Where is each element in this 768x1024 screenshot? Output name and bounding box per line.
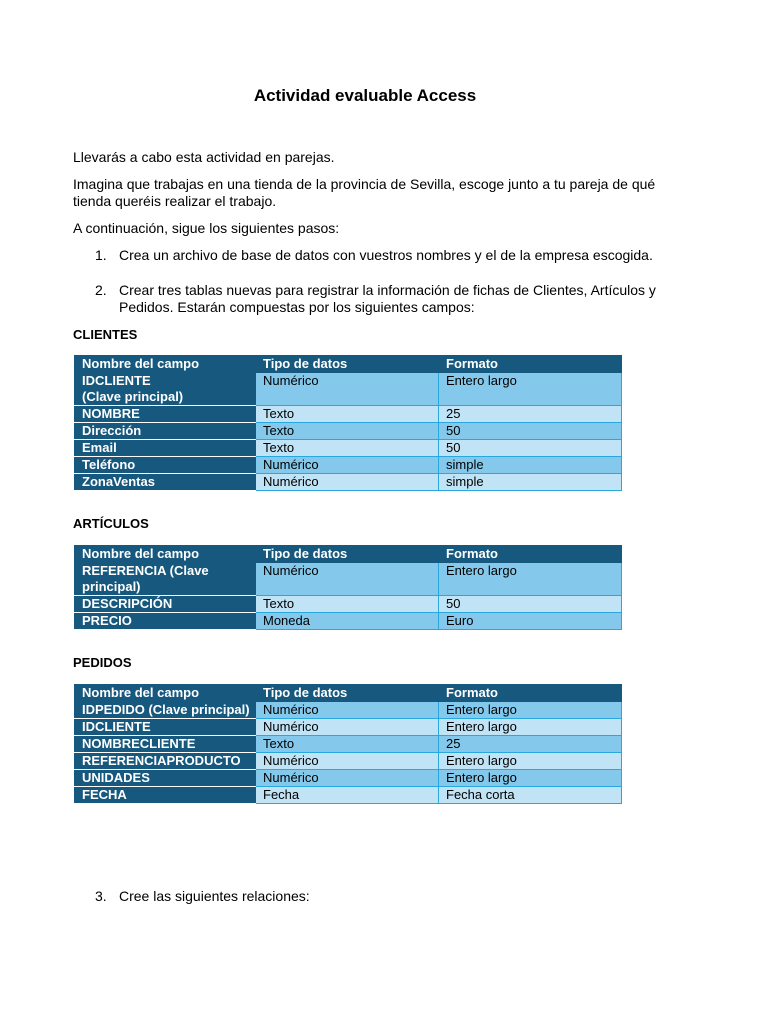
data-type-cell: Numérico xyxy=(256,770,439,787)
column-header: Formato xyxy=(439,685,622,702)
data-type-cell: Texto xyxy=(256,406,439,423)
data-type-cell: Texto xyxy=(256,440,439,457)
format-cell: 25 xyxy=(439,736,622,753)
format-cell: Entero largo xyxy=(439,563,622,596)
data-type-cell: Numérico xyxy=(256,373,439,406)
step-number: 2. xyxy=(95,282,107,298)
field-name-cell: NOMBRECLIENTE xyxy=(75,736,256,753)
table-row xyxy=(75,474,622,491)
page-title: Actividad evaluable Access xyxy=(253,86,477,105)
table-row xyxy=(75,596,622,613)
field-name-cell: REFERENCIA (Clave principal) xyxy=(75,563,256,596)
section-title-clientes: CLIENTES xyxy=(73,327,138,342)
table-row xyxy=(75,440,622,457)
data-type-cell: Numérico xyxy=(256,563,439,596)
field-name-cell: IDCLIENTE (Clave principal) xyxy=(75,373,256,406)
step-item xyxy=(95,247,665,264)
table-row xyxy=(75,702,622,719)
field-name-cell: DESCRIPCIÓN xyxy=(75,596,256,613)
column-header: Nombre del campo xyxy=(75,546,256,563)
format-cell: 50 xyxy=(439,596,622,613)
format-cell: Entero largo xyxy=(439,702,622,719)
format-cell: Fecha corta xyxy=(439,787,622,804)
table-row xyxy=(75,613,622,630)
data-type-cell: Numérico xyxy=(256,457,439,474)
format-cell: Entero largo xyxy=(439,770,622,787)
field-name-cell: Email xyxy=(75,440,256,457)
data-type-cell: Numérico xyxy=(256,753,439,770)
format-cell: 25 xyxy=(439,406,622,423)
field-name-cell: Teléfono xyxy=(75,457,256,474)
column-header: Formato xyxy=(439,546,622,563)
field-name-cell: ZonaVentas xyxy=(75,474,256,491)
table-row xyxy=(75,770,622,787)
format-cell: 50 xyxy=(439,440,622,457)
table-clientes xyxy=(74,355,622,491)
column-header: Tipo de datos xyxy=(256,546,439,563)
format-cell: Entero largo xyxy=(439,373,622,406)
column-header: Tipo de datos xyxy=(256,685,439,702)
field-name-cell: UNIDADES xyxy=(75,770,256,787)
column-header: Nombre del campo xyxy=(75,356,256,373)
table-header-row xyxy=(75,685,622,702)
step-number: 1. xyxy=(95,247,107,263)
column-header: Formato xyxy=(439,356,622,373)
step-number: 3. xyxy=(95,888,107,904)
format-cell: Euro xyxy=(439,613,622,630)
table-header-row xyxy=(75,546,622,563)
table-pedidos xyxy=(74,684,622,804)
table-row xyxy=(75,736,622,753)
step-item xyxy=(95,282,665,316)
data-type-cell: Numérico xyxy=(256,719,439,736)
intro-paragraph: Llevarás a cabo esta actividad en parejas. xyxy=(73,149,335,165)
field-name-cell: NOMBRE xyxy=(75,406,256,423)
column-header: Nombre del campo xyxy=(75,685,256,702)
step-text: Crea un archivo de base de datos con vuestros nombres y el de la empresa escogida. xyxy=(119,247,653,263)
section-title-pedidos: PEDIDOS xyxy=(73,655,132,670)
table-row xyxy=(75,373,622,406)
format-cell: simple xyxy=(439,474,622,491)
field-name-cell: IDCLIENTE xyxy=(75,719,256,736)
data-type-cell: Texto xyxy=(256,596,439,613)
format-cell: Entero largo xyxy=(439,753,622,770)
intro-paragraph: A continuación, sigue los siguientes pasos: xyxy=(73,220,340,236)
step-text: Cree las siguientes relaciones: xyxy=(119,888,310,904)
table-row xyxy=(75,787,622,804)
table-row xyxy=(75,719,622,736)
format-cell: 50 xyxy=(439,423,622,440)
data-type-cell: Fecha xyxy=(256,787,439,804)
column-header: Tipo de datos xyxy=(256,356,439,373)
table-row xyxy=(75,423,622,440)
data-type-cell: Moneda xyxy=(256,613,439,630)
field-name-cell: Dirección xyxy=(75,423,256,440)
format-cell: simple xyxy=(439,457,622,474)
data-type-cell: Texto xyxy=(256,736,439,753)
table-row xyxy=(75,753,622,770)
table-row xyxy=(75,457,622,474)
table-articulos xyxy=(74,545,622,630)
step-text: Crear tres tablas nuevas para registrar la información de fichas de Clientes, Artículos y Pedidos. Estarán compuestas por los siguientes campos: xyxy=(119,282,656,315)
field-name-cell: IDPEDIDO (Clave principal) xyxy=(75,702,256,719)
intro-paragraph: Imagina que trabajas en una tienda de la provincia de Sevilla, escoge junto a tu pareja de qué tienda queréis realizar el trabajo. xyxy=(73,176,656,209)
data-type-cell: Numérico xyxy=(256,702,439,719)
data-type-cell: Texto xyxy=(256,423,439,440)
table-row xyxy=(75,406,622,423)
section-title-articulos: ARTÍCULOS xyxy=(73,516,149,531)
field-name-cell: FECHA xyxy=(75,787,256,804)
format-cell: Entero largo xyxy=(439,719,622,736)
step-item xyxy=(95,888,665,905)
field-name-cell: REFERENCIAPRODUCTO xyxy=(75,753,256,770)
table-row xyxy=(75,563,622,596)
field-name-cell: PRECIO xyxy=(75,613,256,630)
data-type-cell: Numérico xyxy=(256,474,439,491)
table-header-row xyxy=(75,356,622,373)
